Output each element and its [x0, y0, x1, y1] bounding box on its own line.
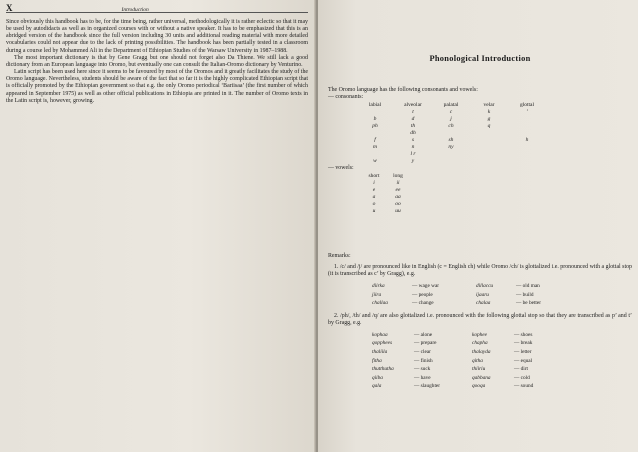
- vowel-row: [362, 201, 410, 208]
- consonant-cell: [470, 158, 508, 165]
- example-gloss: — have: [414, 374, 431, 381]
- example-row: [372, 332, 570, 339]
- vowel-header: short: [368, 173, 380, 179]
- intro-sentence: The Oromo language has the following consonants and vowels:: [328, 87, 478, 93]
- examples-2: [370, 330, 572, 392]
- vowel-row: [362, 187, 410, 194]
- vowel-header: long: [393, 173, 403, 179]
- vowel-row: [362, 180, 410, 187]
- consonant-row: [356, 158, 546, 165]
- example-row: [372, 283, 578, 290]
- consonant-row: [356, 137, 546, 144]
- example-gloss: — build: [516, 291, 534, 298]
- remarks-label: Remarks:: [328, 253, 351, 259]
- page-number: X: [6, 3, 14, 13]
- example-row: [372, 366, 570, 373]
- vowel-cell: e: [372, 187, 376, 193]
- example-row: [372, 383, 570, 390]
- example-word: qiiba: [372, 374, 383, 381]
- consonant-cell: [508, 158, 546, 165]
- consonant-header: glottal: [519, 102, 535, 108]
- consonant-header: palatal: [443, 102, 459, 108]
- example-word: qabbana: [472, 374, 491, 381]
- consonant-cell: sh: [448, 137, 454, 143]
- consonant-cell: q: [487, 123, 491, 129]
- consonant-cell: [432, 151, 470, 158]
- consonant-cell: h: [525, 137, 529, 143]
- example-word: chalaa: [476, 300, 491, 307]
- example-row: [372, 300, 578, 307]
- vowel-cell: o: [372, 201, 376, 207]
- vowel-row: [362, 194, 410, 201]
- consonant-cell: f: [374, 137, 376, 143]
- example-word: qooqa: [472, 383, 486, 390]
- examples-1: [370, 281, 580, 309]
- consonant-header: alveolar: [404, 102, 422, 108]
- consonant-cell: k: [487, 109, 491, 115]
- consonant-cell: [470, 151, 508, 158]
- example-row: [372, 340, 570, 347]
- example-gloss: — slaughter: [414, 383, 441, 390]
- vowel-header-row: [362, 173, 410, 180]
- example-word: jiira: [372, 291, 382, 298]
- example-word: fitha: [372, 357, 382, 364]
- consonant-header: labial: [368, 102, 382, 108]
- example-word: chapha: [472, 340, 488, 347]
- paragraph-3: Latin script has been used here since it seems to be favoured by most of the Oromos and it greatly facilitates the study of the Oromo language. Nevertheless, students should be aware of the fact that so far it is the highly complicated Ethiopian script that is officially promoted by the Ethiopian government so that e.g. the only Oromo periodical ‘Bariisaa’ (the first number of which appeared in September 1975) as well as other official publications in Ethiopia are printed in it. The number of Oromo texts in the Latin script is, however, growing.: [6, 69, 308, 104]
- example-word: kophaa: [372, 331, 388, 338]
- example-gloss: — break: [514, 340, 533, 347]
- consonant-cell: [432, 130, 470, 137]
- consonant-cell: c: [449, 109, 453, 115]
- example-gloss: — alone: [414, 331, 433, 338]
- consonant-cell: [470, 130, 508, 137]
- remark-1: 1. /c/ and /j/ are pronounced like in English (c = English ch) while Oromo /ch/ is glottalized i.e. pronounced with a glottal stop (it is transcribed as c’ by Gragg), e.g.: [328, 264, 632, 277]
- vowel-row: [362, 208, 410, 215]
- consonant-cell: [508, 116, 546, 123]
- example-word: thalayda: [472, 348, 491, 355]
- remark-2: 2. /ph/, /th/ and /q/ are also glottalized i.e. pronounced with the following glottal stop so that they are transcribed as p’ and t’ by Gragg, e.g.: [328, 312, 632, 326]
- vowel-cell: uu: [395, 208, 401, 214]
- example-word: kophee: [472, 331, 487, 338]
- vowel-cell: i: [373, 180, 375, 186]
- example-gloss: — sound: [514, 383, 534, 390]
- example-word: challaa: [372, 300, 388, 307]
- running-head: Introduction: [121, 7, 149, 13]
- example-gloss: — change: [412, 300, 434, 307]
- consonant-cell: [508, 123, 546, 130]
- example-gloss: — people: [412, 291, 433, 298]
- example-word: thaliila: [372, 348, 388, 355]
- consonant-header: velar: [483, 102, 495, 108]
- consonant-row: [356, 130, 546, 137]
- consonant-cell: d: [411, 116, 415, 122]
- consonant-row: [356, 123, 546, 130]
- example-gloss: — dirt: [514, 366, 528, 373]
- consonant-row: [356, 116, 546, 123]
- left-page: [0, 0, 316, 452]
- vowel-cell: ii: [396, 180, 400, 186]
- consonant-row: [356, 109, 546, 116]
- left-page-header: [6, 3, 308, 13]
- consonant-cell: [356, 130, 394, 137]
- consonant-cell: dh: [410, 130, 416, 136]
- consonant-cell: s: [411, 137, 415, 143]
- consonant-cell: m: [373, 144, 377, 150]
- consonant-table: [356, 102, 546, 165]
- example-word: qopphees: [372, 340, 393, 347]
- consonant-cell: j: [450, 116, 452, 122]
- example-gloss: — equal: [514, 357, 533, 364]
- example-gloss: — cold: [514, 374, 530, 381]
- consonant-cell: [356, 109, 394, 116]
- example-row: [372, 375, 570, 382]
- consonant-cell: y: [411, 158, 415, 164]
- consonant-cell: ch: [448, 123, 454, 129]
- consonant-cell: g: [487, 116, 491, 122]
- right-page: [318, 0, 638, 452]
- consonant-cell: th: [410, 123, 416, 129]
- consonant-cell: ny: [448, 144, 454, 150]
- vowels-label: — vowels:: [328, 165, 354, 171]
- example-word: diirka: [372, 283, 385, 289]
- vowel-cell: oo: [395, 201, 401, 207]
- example-gloss: — be better: [516, 300, 542, 307]
- example-gloss: — wage war: [412, 283, 440, 289]
- example-gloss: — finish: [414, 357, 433, 364]
- example-gloss: — prepare: [414, 340, 437, 347]
- example-gloss: — letter: [514, 348, 532, 355]
- consonant-cell: w: [373, 158, 377, 164]
- consonants-label: — consonants:: [328, 94, 364, 100]
- example-word: ijaaru: [476, 291, 489, 298]
- consonant-cell: [470, 144, 508, 151]
- example-word: thiiriu: [472, 366, 486, 373]
- example-gloss: — shoes: [514, 331, 533, 338]
- vowel-cell: aa: [395, 194, 401, 200]
- consonant-cell: b: [373, 116, 377, 122]
- example-row: [372, 349, 570, 356]
- consonant-cell: [356, 151, 394, 158]
- example-row: [372, 292, 578, 299]
- consonant-row: [356, 144, 546, 151]
- chapter-title: Phonological Introduction: [429, 54, 531, 63]
- consonant-cell: ph: [372, 123, 378, 129]
- consonant-cell: l r: [410, 151, 416, 157]
- vowel-cell: u: [372, 208, 376, 214]
- consonant-cell: ’: [526, 109, 528, 115]
- example-word: thutthutha: [372, 366, 394, 373]
- vowel-cell: a: [372, 194, 376, 200]
- consonant-cell: [432, 158, 470, 165]
- consonant-cell: [508, 151, 546, 158]
- vowel-table: [362, 173, 410, 215]
- example-word: dillaccu: [476, 283, 494, 289]
- paragraph-1: Since obviously this handbook has to be, for the time being, rather universal, methodologically it is rather eclectic so that it may be used by autodidacts as well as in organized courses with or without a native speaker. It has to be emphasized that this is an abridged version of the handbook since the full version including 30 units and additional reading material with more detailed vocabularies could not appear due to the lack of printing possibilities. The handbook has been partially tested in a classroom during a course led by Mohammed Ali in the Department of Ethiopian Studies of the Warsaw University in 1987–1988.: [6, 19, 308, 54]
- vowel-cell: ee: [395, 187, 401, 193]
- consonant-cell: t: [412, 109, 414, 115]
- example-gloss: — old man: [516, 283, 540, 289]
- consonant-row: [356, 151, 546, 158]
- consonant-cell: [508, 144, 546, 151]
- example-word: qala: [372, 383, 382, 390]
- consonant-header-row: [356, 102, 546, 109]
- consonant-cell: [508, 130, 546, 137]
- example-word: qitha: [472, 357, 483, 364]
- consonant-cell: n: [411, 144, 415, 150]
- consonant-cell: [470, 137, 508, 144]
- example-row: [372, 358, 570, 365]
- example-gloss: — clear: [414, 348, 431, 355]
- paragraph-2: The most important dictionary is that by Gene Gragg but one should not forget also Da Thiene. We still lack a good dictionary from an European language into Oromo, but eventually one can consult the Italian-Oromo dictionary by Venturino.: [6, 54, 308, 68]
- example-gloss: — suck: [414, 366, 431, 373]
